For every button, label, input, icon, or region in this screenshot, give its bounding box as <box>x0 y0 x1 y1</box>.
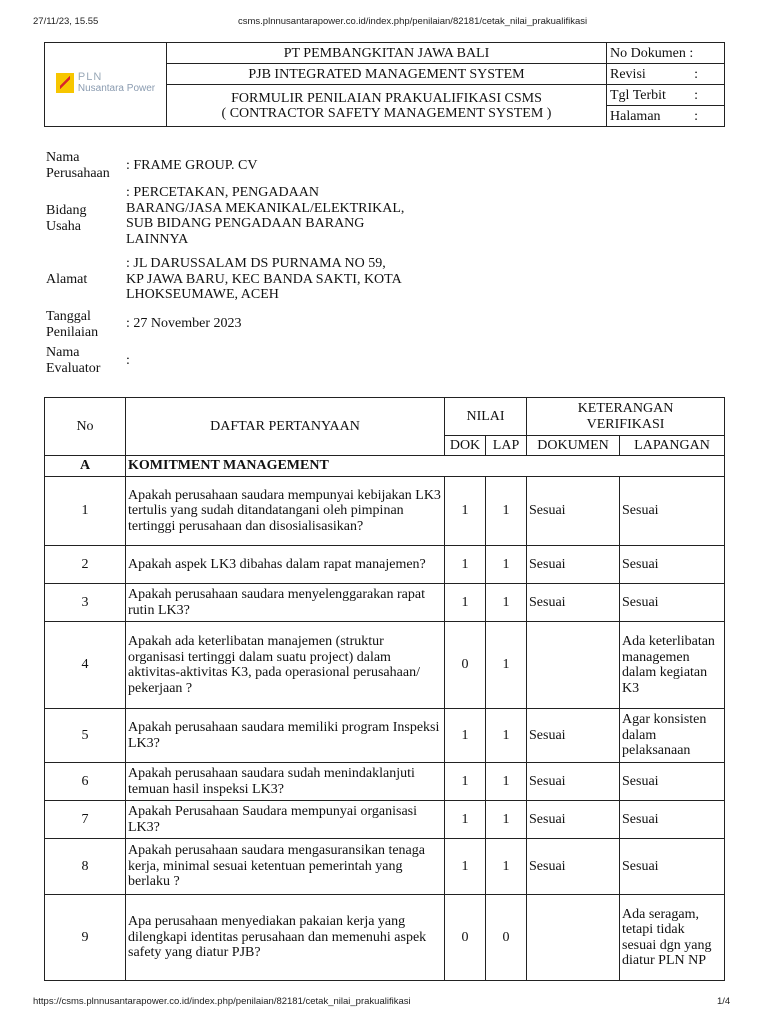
bidang-usaha-line: BARANG/JASA MEKANIKAL/ELEKTRIKAL, <box>126 200 405 216</box>
form-title-line-1: FORMULIR PENILAIAN PRAKUALIFIKASI CSMS <box>231 90 542 106</box>
bidang-usaha-value <box>126 185 446 247</box>
print-datetime: 27/11/23, 15.55 <box>33 16 99 27</box>
nama-evaluator-value: : <box>126 353 130 368</box>
document-header-table <box>44 42 725 127</box>
row-dok: 1 <box>445 763 486 801</box>
col-header-nilai: NILAI <box>445 398 527 436</box>
system-name: PJB INTEGRATED MANAGEMENT SYSTEM <box>167 64 607 85</box>
row-dok: 1 <box>445 584 486 622</box>
table-row <box>45 839 725 895</box>
no-dokumen-label: No Dokumen : <box>607 43 725 64</box>
row-no: 6 <box>45 763 126 801</box>
col-header-keterangan-verifikasi <box>527 398 725 436</box>
logo-text-top: PLN <box>77 71 103 83</box>
col-header-lapangan: LAPANGAN <box>620 436 725 456</box>
bidang-usaha-label-line-2: Usaha <box>46 218 81 234</box>
alamat-line: LHOKSEUMAWE, ACEH <box>126 287 279 302</box>
row-dok: 1 <box>445 546 486 584</box>
row-dok: 1 <box>445 709 486 763</box>
tanggal-penilaian-field <box>46 309 466 343</box>
tanggal-penilaian-label <box>46 309 124 340</box>
print-page-title: csms.plnnusantarapower.co.id/index.php/penilaian/82181/cetak_nilai_prakualifikasi <box>238 16 588 27</box>
row-dok: 0 <box>445 622 486 709</box>
row-lap: 1 <box>486 709 527 763</box>
table-row <box>45 477 725 546</box>
row-lapangan: Sesuai <box>620 477 725 546</box>
col-header-lap: LAP <box>486 436 527 456</box>
row-question: Apakah perusahaan saudara sudah menindaklanjuti temuan hasil inspeksi LK3? <box>126 763 445 801</box>
print-footer-url: https://csms.plnnusantarapower.co.id/index.php/penilaian/82181/cetak_nilai_prakualifikasi <box>33 996 411 1007</box>
col-header-dokumen: DOKUMEN <box>527 436 620 456</box>
row-no: 3 <box>45 584 126 622</box>
row-lap: 0 <box>486 895 527 981</box>
row-no: 4 <box>45 622 126 709</box>
tgl-terbit-label: Tgl Terbit <box>610 87 666 103</box>
col-header-keterangan-line-1: KETERANGAN <box>577 401 674 416</box>
col-header-no: No <box>45 398 126 456</box>
row-lap: 1 <box>486 584 527 622</box>
alamat-label: Alamat <box>46 272 88 287</box>
bidang-usaha-line: SUB BIDANG PENGADAAN BARANG <box>126 216 365 231</box>
row-no: 5 <box>45 709 126 763</box>
halaman-label: Halaman <box>610 108 661 124</box>
row-lap: 1 <box>486 839 527 895</box>
tanggal-label-line-1: Tanggal <box>46 309 91 324</box>
row-dokumen: Sesuai <box>527 477 620 546</box>
row-lapangan: Sesuai <box>620 763 725 801</box>
row-dokumen: Sesuai <box>527 839 620 895</box>
nama-evaluator-field <box>46 345 466 379</box>
pln-nusantara-power-logo <box>56 72 155 94</box>
bidang-usaha-field <box>46 185 466 249</box>
table-row <box>45 709 725 763</box>
section-title: KOMITMENT MANAGEMENT <box>126 456 725 477</box>
row-dokumen: Sesuai <box>527 546 620 584</box>
lightning-icon <box>56 73 74 93</box>
col-header-keterangan-line-2: VERIFIKASI <box>586 416 665 432</box>
row-dok: 0 <box>445 895 486 981</box>
row-lap: 1 <box>486 801 527 839</box>
alamat-line: KP JAWA BARU, KEC BANDA SAKTI, KOTA <box>126 271 402 287</box>
nama-perusahaan-label-line-2: Perusahaan <box>46 165 110 181</box>
table-row <box>45 584 725 622</box>
row-question: Apakah perusahaan saudara mempunyai kebijakan LK3 tertulis yang sudah ditandatangani oleh pimpinan tertinggi perusahaan dan disosialisasikan? <box>126 477 445 546</box>
revisi-colon: : <box>694 66 698 82</box>
form-title-line-2: ( CONTRACTOR SAFETY MANAGEMENT SYSTEM ) <box>221 105 552 121</box>
evaluator-label-line-2: Evaluator <box>46 360 101 376</box>
row-question: Apakah Perusahaan Saudara mempunyai organisasi LK3? <box>126 801 445 839</box>
row-question: Apakah ada keterlibatan manajemen (struktur organisasi tertinggi dalam suatu project) dalam aktivitas-aktivitas K3, pada operasional perusahaan/ pekerjaan ? <box>126 622 445 709</box>
bidang-usaha-label-line-1: Bidang <box>46 203 87 218</box>
row-lapangan: Ada keterlibatan managemen dalam kegiatan K3 <box>620 622 725 709</box>
logo-cell <box>45 43 167 127</box>
row-no: 7 <box>45 801 126 839</box>
nama-perusahaan-value: : FRAME GROUP. CV <box>126 158 258 173</box>
row-dokumen: Sesuai <box>527 801 620 839</box>
table-row <box>45 895 725 981</box>
assessment-table <box>44 397 725 981</box>
alamat-field <box>46 256 466 304</box>
table-row <box>45 622 725 709</box>
row-lap: 1 <box>486 622 527 709</box>
row-dokumen <box>527 895 620 981</box>
row-lap: 1 <box>486 477 527 546</box>
row-dok: 1 <box>445 477 486 546</box>
col-header-daftar-pertanyaan: DAFTAR PERTANYAAN <box>126 398 445 456</box>
row-dok: 1 <box>445 839 486 895</box>
row-lapangan: Sesuai <box>620 801 725 839</box>
table-row <box>45 546 725 584</box>
row-dok: 1 <box>445 801 486 839</box>
evaluator-label-line-1: Nama <box>46 345 80 360</box>
row-dokumen: Sesuai <box>527 763 620 801</box>
nama-perusahaan-field <box>46 150 466 184</box>
nama-perusahaan-label-line-1: Nama <box>46 150 80 165</box>
row-question: Apakah perusahaan saudara menyelenggarakan rapat rutin LK3? <box>126 584 445 622</box>
tgl-terbit-colon: : <box>694 87 698 103</box>
section-letter: A <box>45 456 126 477</box>
table-row <box>45 763 725 801</box>
bidang-usaha-label <box>46 203 124 234</box>
alamat-value <box>126 256 446 303</box>
row-lapangan: Sesuai <box>620 546 725 584</box>
row-dokumen: Sesuai <box>527 709 620 763</box>
col-header-dok: DOK <box>445 436 486 456</box>
row-question: Apakah perusahaan saudara memiliki program Inspeksi LK3? <box>126 709 445 763</box>
row-no: 1 <box>45 477 126 546</box>
row-question: Apakah perusahaan saudara mengasuransikan tenaga kerja, minimal sesuai ketentuan pemerintah yang berlaku ? <box>126 839 445 895</box>
company-name: PT PEMBANGKITAN JAWA BALI <box>167 43 607 64</box>
row-lapangan: Sesuai <box>620 839 725 895</box>
row-question: Apa perusahaan menyediakan pakaian kerja yang dilengkapi identitas perusahaan dan memenuhi aspek safety yang diatur PJB? <box>126 895 445 981</box>
tanggal-penilaian-value: : 27 November 2023 <box>126 316 242 331</box>
nama-perusahaan-label <box>46 150 124 181</box>
row-lapangan: Ada seragam, tetapi tidak sesuai dgn yang diatur PLN NP <box>620 895 725 981</box>
nama-evaluator-label <box>46 345 124 376</box>
row-lapangan: Sesuai <box>620 584 725 622</box>
print-page-number: 1/4 <box>717 996 731 1007</box>
bidang-usaha-line: LAINNYA <box>126 231 189 247</box>
logo-text-bottom: Nusantara Power <box>77 83 156 94</box>
table-row <box>45 801 725 839</box>
row-question: Apakah aspek LK3 dibahas dalam rapat manajemen? <box>126 546 445 584</box>
row-no: 8 <box>45 839 126 895</box>
bidang-usaha-line: : PERCETAKAN, PENGADAAN <box>126 185 319 200</box>
row-no: 9 <box>45 895 126 981</box>
tanggal-label-line-2: Penilaian <box>46 324 99 340</box>
row-lap: 1 <box>486 763 527 801</box>
revisi-label: Revisi <box>610 66 646 82</box>
row-no: 2 <box>45 546 126 584</box>
row-lapangan: Agar konsisten dalam pelaksanaan <box>620 709 725 763</box>
row-dokumen: Sesuai <box>527 584 620 622</box>
row-lap: 1 <box>486 546 527 584</box>
halaman-colon: : <box>694 108 698 124</box>
row-dokumen <box>527 622 620 709</box>
alamat-line: : JL DARUSSALAM DS PURNAMA NO 59, <box>126 256 386 271</box>
form-title <box>167 85 607 127</box>
